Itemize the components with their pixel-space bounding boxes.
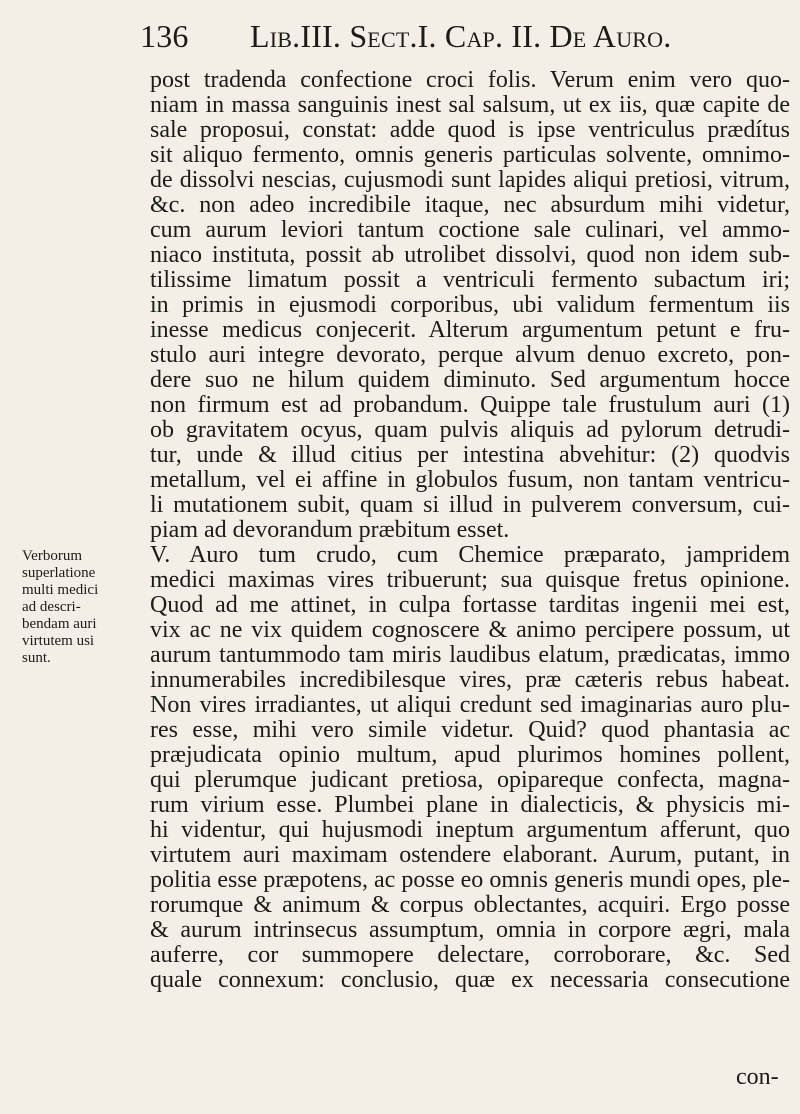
running-title: Lib.III. Sect.I. Cap. II. De Auro. bbox=[250, 18, 672, 54]
text-line: quale connexum: conclusio, quæ ex necessaria consecutione bbox=[150, 968, 790, 993]
text-line: tilissime limatum possit a ventriculi fermento subactum iri; bbox=[150, 268, 790, 293]
text-line: Non vires irradiantes, ut aliqui credunt sed imaginarias auro plu- bbox=[150, 693, 790, 718]
text-line: auferre, cor summopere delectare, corroborare, &c. Sed bbox=[150, 943, 790, 968]
text-line: metallum, vel ei affine in globulos fusum, non tantam ventricu- bbox=[150, 468, 790, 493]
margin-note bbox=[22, 548, 140, 667]
text-line: in primis in ejusmodi corporibus, ubi validum fermentum iis bbox=[150, 293, 790, 318]
text-line: &c. non adeo incredibile itaque, nec absurdum mihi videtur, bbox=[150, 193, 790, 218]
text-line: niaco instituta, possit ab utrolibet dissolvi, quod non idem sub- bbox=[150, 243, 790, 268]
text-line: res esse, mihi vero simile videtur. Quid? quod phantasia ac bbox=[150, 718, 790, 743]
text-line: non firmum est ad probandum. Quippe tale frustulum auri (1) bbox=[150, 393, 790, 418]
text-line: & aurum intrinsecus assumptum, omnia in corpore ægri, mala bbox=[150, 918, 790, 943]
text-line: tur, unde & illud citius per intestina abvehitur: (2) quodvis bbox=[150, 443, 790, 468]
text-line: rorumque & animum & corpus oblectantes, acquiri. Ergo posse bbox=[150, 893, 790, 918]
margin-note-line: ad descri- bbox=[22, 599, 81, 615]
text-line: stulo auri integre devorato, perque alvum denuo excreto, pon- bbox=[150, 343, 790, 368]
main-text-block bbox=[150, 68, 790, 993]
text-line: inesse medicus conjecerit. Alterum argumentum petunt e fru- bbox=[150, 318, 790, 343]
margin-note-line: Verborum bbox=[22, 548, 82, 564]
text-line: ob gravitatem ocyus, quam pulvis aliquis ad pylorum detrudi- bbox=[150, 418, 790, 443]
margin-note-line: bendam auri bbox=[22, 616, 97, 632]
text-line: præjudicata opinio multum, apud plurimos homines pollent, bbox=[150, 743, 790, 768]
text-line: innumerabiles incredibilesque vires, præ cæteris rebus habeat. bbox=[150, 668, 790, 693]
margin-note-line: virtutem usi bbox=[22, 633, 95, 649]
text-line: qui plerumque judicant pretiosa, opipareque confecta, magna- bbox=[150, 768, 790, 793]
text-line: vix ac ne vix quidem cognoscere & animo percipere possum, ut bbox=[150, 618, 790, 643]
text-line: cum aurum leviori tantum coctione sale culinari, vel ammo- bbox=[150, 218, 790, 243]
text-line: li mutationem subit, quam si illud in pulverem conversum, cui- bbox=[150, 493, 790, 518]
text-line: aurum tantummodo tam miris laudibus elatum, prædicatas, immo bbox=[150, 643, 790, 668]
text-line: de dissolvi nescias, cujusmodi sunt lapides aliqui pretiosi, vitrum, bbox=[150, 168, 790, 193]
text-line: rum virium esse. Plumbei plane in dialecticis, & physicis mi- bbox=[150, 793, 790, 818]
catchword: con- bbox=[736, 1064, 779, 1090]
text-line: dere suo ne hilum quidem diminuto. Sed argumentum hocce bbox=[150, 368, 790, 393]
text-line: niam in massa sanguinis inest sal salsum, ut ex iis, quæ capite de bbox=[150, 93, 790, 118]
text-line: Quod ad me attinet, in culpa fortasse tarditas ingenii mei est, bbox=[150, 593, 790, 618]
text-line: medici maximas vires tribuerunt; sua quisque fretus opinione. bbox=[150, 568, 790, 593]
text-line: piam ad devorandum præbitum esset. bbox=[150, 518, 510, 543]
text-line: hi videntur, qui hujusmodi ineptum argumentum afferunt, quo bbox=[150, 818, 790, 843]
text-line: politia esse præpotens, ac posse eo omnis generis mundi opes, ple- bbox=[150, 868, 790, 893]
text-line: sit aliquo fermento, omnis generis particulas solvente, omnimo- bbox=[150, 143, 790, 168]
margin-note-line: superlatione bbox=[22, 565, 96, 581]
text-line: virtutem auri maximam ostendere elaborant. Aurum, putant, in bbox=[150, 843, 790, 868]
text-line: V. Auro tum crudo, cum Chemice præparato, jampridem bbox=[150, 543, 790, 568]
text-line: post tradenda confectione croci folis. Verum enim vero quo- bbox=[150, 68, 790, 93]
page-number: 136 bbox=[140, 18, 189, 54]
page-header bbox=[140, 18, 700, 58]
margin-note-line: multi medici bbox=[22, 582, 99, 598]
text-line: sale proposui, constat: adde quod is ipse ventriculus prædítus bbox=[150, 118, 790, 143]
margin-note-line: sunt. bbox=[22, 650, 51, 666]
